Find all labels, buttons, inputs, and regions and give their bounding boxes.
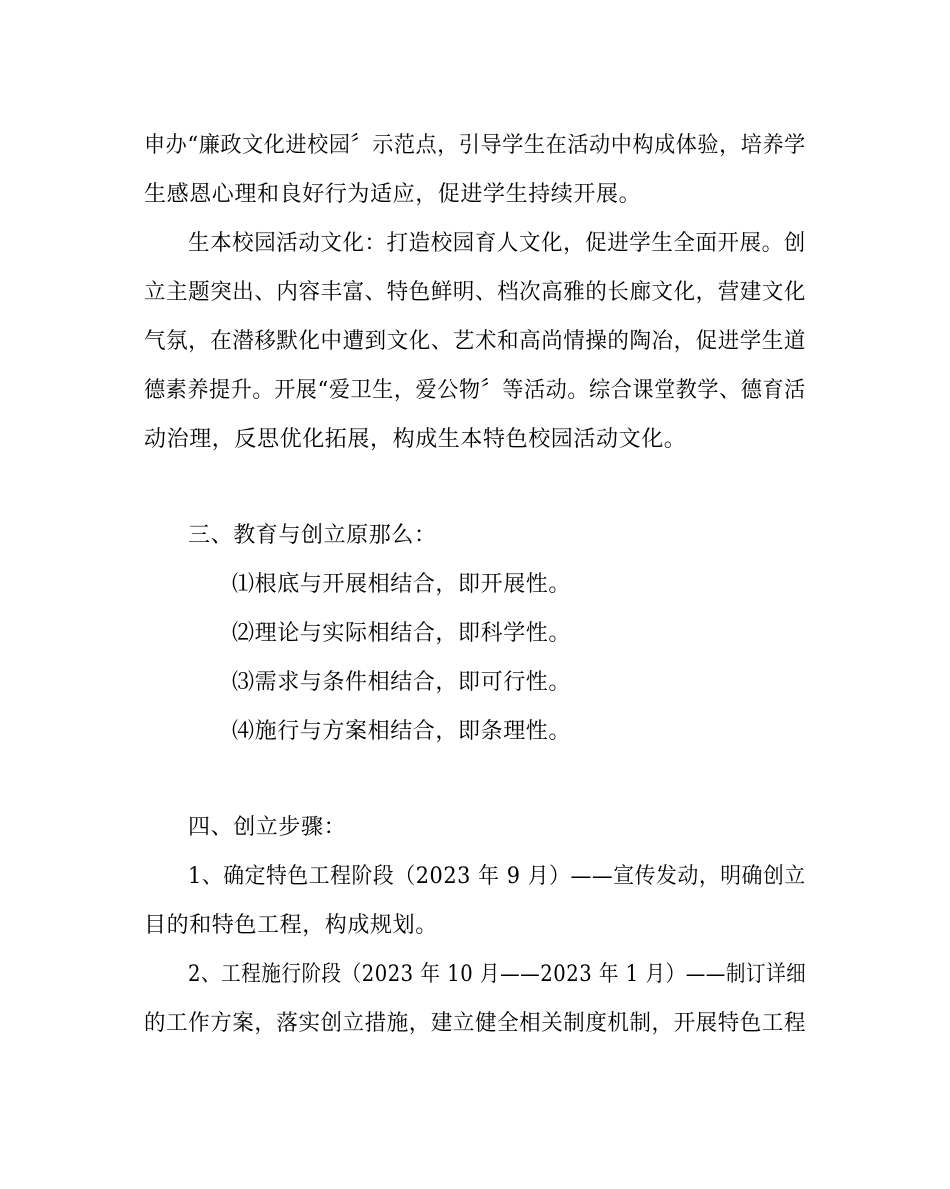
section-3-item-4: ⑷施行与方案相结合，即条理性。 [232, 719, 572, 744]
section-3-item-1: ⑴根底与开展相结合，即开展性。 [232, 572, 572, 597]
section-4-heading: 四、创立步骤： [188, 815, 347, 840]
paragraph-1-line-1: 申办“廉政文化进校园〞示范点，引导学生在活动中构成体验，培养学 [144, 133, 806, 158]
paragraph-2-line-3: 气氛，在潜移默化中遭到文化、艺术和高尚情操的陶冶，促进学生道 [144, 329, 807, 354]
paragraph-1-line-2: 生感恩心理和良好行为适应，促进学生持续开展。 [144, 182, 642, 207]
step-1-line-1: 1、确定特色工程阶段（2023 年 9 月）——宣传发动，明确创立 [188, 864, 806, 889]
step-2-line-1: 2、工程施行阶段（2023 年 10 月——2023 年 1 月）——制订详细 [188, 962, 807, 987]
step-1-line-2: 目的和特色工程，构成规划。 [144, 913, 438, 938]
paragraph-2-line-1: 生本校园活动文化：打造校园育人文化，促进学生全面开展。创 [188, 231, 806, 256]
section-3-item-3: ⑶需求与条件相结合，即可行性。 [232, 670, 572, 695]
paragraph-2-line-5: 动治理，反思优化拓展，构成生本特色校园活动文化。 [144, 427, 687, 452]
step-2-line-2: 的工作方案，落实创立措施，建立健全相关制度机制，开展特色工程 [144, 1011, 807, 1036]
section-3-heading: 三、教育与创立原那么： [188, 523, 437, 548]
paragraph-2-line-4: 德素养提升。开展“爱卫生，爱公物〞等活动。综合课堂教学、德育活 [144, 378, 806, 403]
paragraph-2-line-2: 立主题突出、内容丰富、特色鲜明、档次高雅的长廊文化，营建文化 [144, 280, 807, 305]
section-3-item-2: ⑵理论与实际相结合，即科学性。 [232, 621, 572, 646]
